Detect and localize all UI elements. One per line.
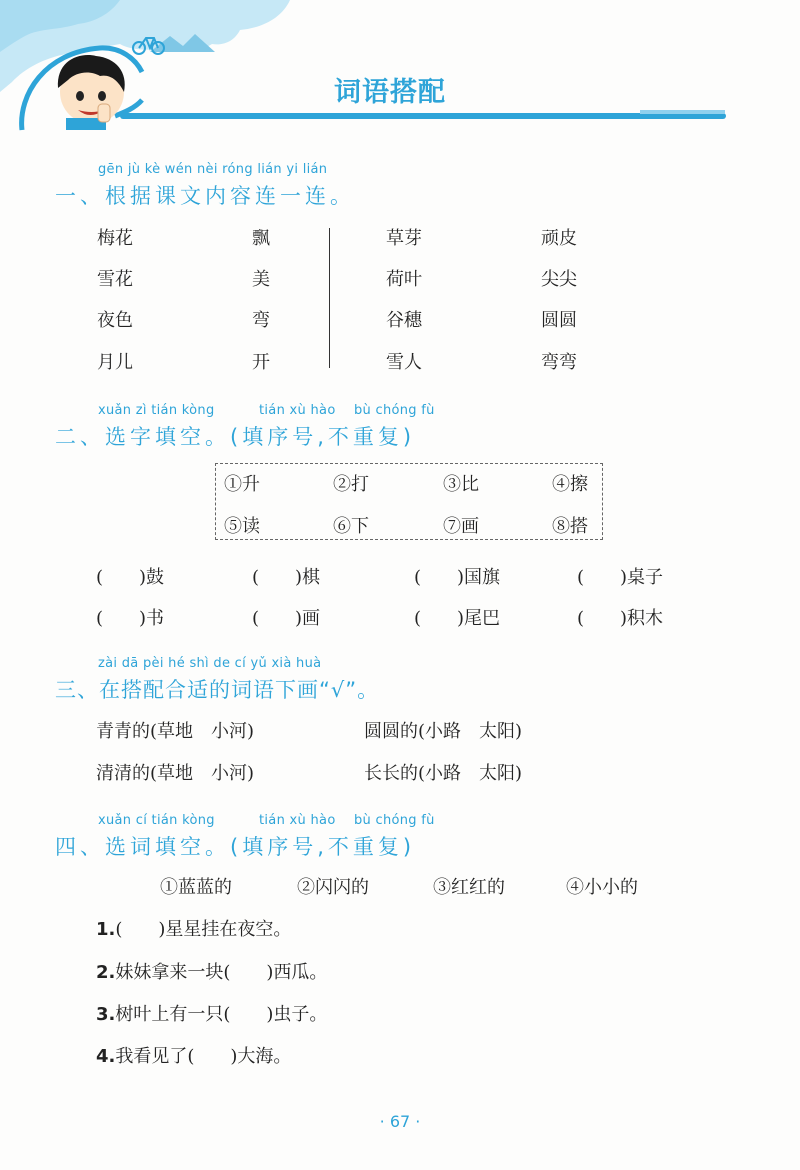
section4-pinyin: tián xù hào bbox=[259, 813, 336, 828]
choice-item[interactable]: 长长的(小路 太阳) bbox=[364, 763, 523, 784]
choice-item[interactable]: 青青的(草地 小河) bbox=[96, 721, 255, 742]
question-row bbox=[96, 915, 291, 941]
option-item: ④擦 bbox=[552, 474, 588, 495]
fill-blank[interactable]: ( )尾巴 bbox=[414, 608, 501, 629]
match-item: 弯 bbox=[252, 310, 270, 331]
choice-item[interactable]: 清清的(草地 小河) bbox=[96, 763, 255, 784]
boy-mascot-icon bbox=[58, 55, 125, 130]
choice-item[interactable]: 圆圆的(小路 太阳) bbox=[364, 721, 523, 742]
column-divider bbox=[329, 228, 330, 368]
option-item: ①升 bbox=[224, 474, 260, 495]
fill-blank[interactable]: ( )画 bbox=[252, 608, 321, 629]
match-item: 梅花 bbox=[97, 228, 133, 249]
option-item: ⑥下 bbox=[333, 516, 369, 537]
section2-pinyin: bù chóng fù bbox=[354, 403, 435, 418]
option-item: ③红红的 bbox=[433, 877, 505, 898]
question-text[interactable]: 妹妹拿来一块( )西瓜。 bbox=[115, 962, 328, 983]
section3-pinyin: zài dā pèi hé shì de cí yǔ xià huà bbox=[98, 656, 322, 671]
section1-pinyin: gēn jù kè wén nèi róng lián yi lián bbox=[98, 162, 328, 177]
fill-blank[interactable]: ( )书 bbox=[96, 608, 165, 629]
question-text[interactable]: 树叶上有一只( )虫子。 bbox=[115, 1004, 328, 1025]
question-number: 1. bbox=[96, 919, 116, 940]
fill-blank[interactable]: ( )桌子 bbox=[577, 567, 664, 588]
fill-blank[interactable]: ( )棋 bbox=[252, 567, 321, 588]
match-item: 飘 bbox=[252, 228, 270, 249]
match-item: 美 bbox=[252, 269, 270, 290]
question-row bbox=[96, 958, 327, 984]
match-item: 月儿 bbox=[97, 352, 133, 373]
option-item: ⑤读 bbox=[224, 516, 260, 537]
question-text[interactable]: 我看见了( )大海。 bbox=[115, 1046, 292, 1067]
match-item: 夜色 bbox=[97, 310, 133, 331]
section2-heading: 二、选字填空。(填序号,不重复) bbox=[55, 425, 416, 449]
question-number: 2. bbox=[96, 962, 116, 983]
option-item: ②打 bbox=[333, 474, 369, 495]
match-item: 顽皮 bbox=[541, 228, 577, 249]
match-item: 草芽 bbox=[386, 228, 422, 249]
option-item: ①蓝蓝的 bbox=[160, 877, 232, 898]
match-item: 雪花 bbox=[97, 269, 133, 290]
option-item: ④小小的 bbox=[566, 877, 638, 898]
match-item: 尖尖 bbox=[541, 269, 577, 290]
page-title: 词语搭配 bbox=[334, 77, 446, 108]
question-number: 4. bbox=[96, 1046, 116, 1067]
question-text[interactable]: ( )星星挂在夜空。 bbox=[115, 919, 292, 940]
section4-pinyin: bù chóng fù bbox=[354, 813, 435, 828]
match-item: 开 bbox=[252, 352, 270, 373]
option-item: ②闪闪的 bbox=[297, 877, 369, 898]
section4-pinyin: xuǎn cí tián kòng bbox=[98, 813, 215, 828]
match-item: 荷叶 bbox=[386, 269, 422, 290]
question-number: 3. bbox=[96, 1004, 116, 1025]
section1-heading: 一、根据课文内容连一连。 bbox=[55, 184, 355, 208]
question-row bbox=[96, 1000, 327, 1026]
option-box bbox=[215, 463, 603, 540]
match-item: 谷穗 bbox=[386, 310, 422, 331]
section3-heading: 三、在搭配合适的词语下画“√”。 bbox=[55, 678, 380, 702]
fill-blank[interactable]: ( )国旗 bbox=[414, 567, 501, 588]
fill-blank[interactable]: ( )鼓 bbox=[96, 567, 165, 588]
page-number: · 67 · bbox=[379, 1112, 421, 1131]
fill-blank[interactable]: ( )积木 bbox=[577, 608, 664, 629]
option-item: ③比 bbox=[443, 474, 479, 495]
section2-pinyin: xuǎn zì tián kòng bbox=[98, 403, 215, 418]
option-item: ⑧搭 bbox=[552, 516, 588, 537]
section2-pinyin: tián xù hào bbox=[259, 403, 336, 418]
match-item: 雪人 bbox=[386, 352, 422, 373]
match-item: 圆圆 bbox=[541, 310, 577, 331]
match-item: 弯弯 bbox=[541, 352, 577, 373]
option-item: ⑦画 bbox=[443, 516, 479, 537]
section4-heading: 四、选词填空。(填序号,不重复) bbox=[55, 835, 416, 859]
question-row bbox=[96, 1042, 291, 1068]
